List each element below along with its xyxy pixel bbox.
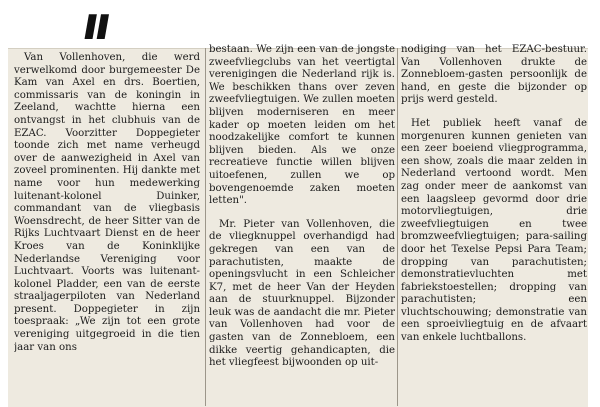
paragraph: nodiging van het EZAC-bestuur. Van Vollenhoven drukte de Zonnebloem-gasten persoonlijk de hand, en geste die bijzonder op prijs werd gesteld. xyxy=(401,44,587,106)
column-divider xyxy=(397,48,398,406)
article-column-3 xyxy=(401,44,587,406)
paragraph: Mr. Pieter van Vollenhoven, die de vliegknuppel overhandigd had gekregen van een van de parachutisten, maakte de openingsvlucht in een Schleicher K7, met de heer Van der Heyden aan de stuurknuppel. Bijzonder leuk was de aandacht die mr. Pieter van Vollenhoven had voor de gasten van de Zonnebloem, een dikke veertig gehandicapten, die het vliegfeest bijwoonden op uit- xyxy=(209,218,395,369)
article-column-1 xyxy=(14,52,200,406)
article-column-2 xyxy=(209,44,395,406)
page-mark: II xyxy=(79,8,111,48)
paragraph: Van Vollenhoven, die werd verwelkomd door burgemeester De Kam van Axel en drs. Boertien, commissaris van de koningin in Zeeland, wachtte hierna een ontvangst in het clubhuis van de EZAC. Voorzitter Doppegieter toonde zich met name verheugd over de aanwezigheid in Axel van zoveel prominenten. Hij dankte met name voor hun medewerking luitenant-kolonel Duinker, commandant van de vliegbasis Woensdrecht, de heer Sitter van de Rijks Luchtvaart Dienst en de heer Kroes van de Koninklijke Nederlandse Vereniging voor Luchtvaart. Voorts was luitenant-kolonel Pladder, een van de eerste straaljagerpiloten van Nederland present. Doppegieter in zijn toespraak: „We zijn tot een grote vereniging uitgegroeid in die tien jaar van ons xyxy=(14,52,200,353)
paragraph: bestaan. We zijn een van de jongste zweefvliegclubs van het veertigtal verenigingen die Nederland rijk is. We beschikken thans over zeven zweefvliegtuigen. We zullen moeten blijven moderniseren en meer kader op moeten leiden om het noodzakelijke comfort te kunnen blijven bieden. Als we onze recreatieve functie willen blijven uitoefenen, zullen we op bovengenoemde zaken moeten letten". xyxy=(209,44,395,207)
column-divider xyxy=(205,48,206,406)
paragraph: Het publiek heeft vanaf de morgenuren kunnen genieten van een zeer boeiend vliegprogramma, een show, zoals die maar zelden in Nederland vertoond wordt. Men zag onder meer de aankomst van een laagsleep gevormd door drie motorvliegtuigen, drie zweefvliegtuigen en twee bromzweefvliegtuigen; para-sailing door het Texelse Pepsi Para Team; dropping van parachutisten; demonstratievluchten met fabriekstoestellen; dropping van parachutisten; een vluchtschouwing; demonstratie van een sproeivliegtuig en de afvaart van enkele luchtballons. xyxy=(401,117,587,344)
